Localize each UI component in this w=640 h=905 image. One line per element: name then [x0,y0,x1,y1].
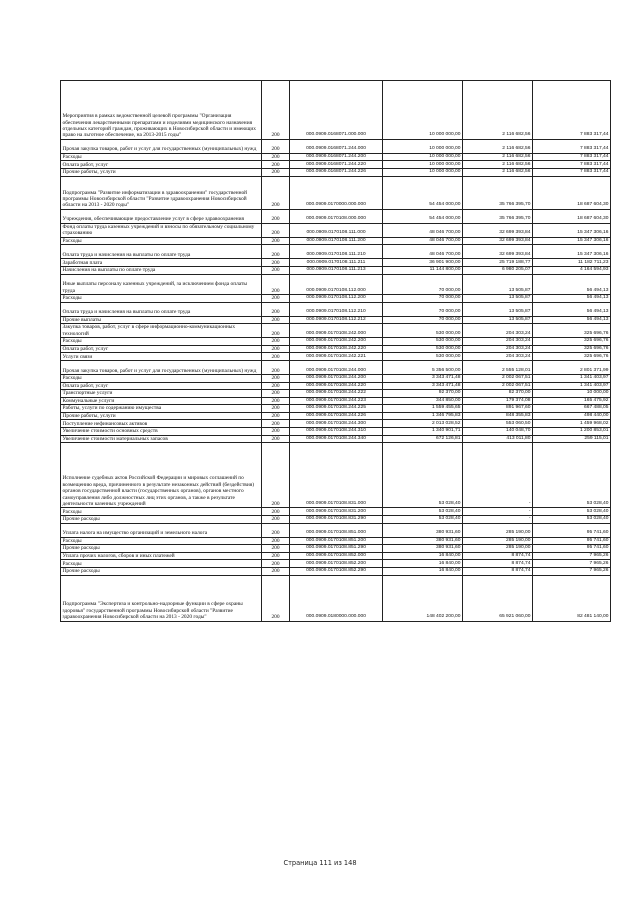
cell-grbs: 200 [262,237,290,245]
cell-grbs: 200 [262,374,290,382]
cell-name: Работы, услуги по содержанию имущества [61,405,262,413]
cell-fact: - [463,516,533,524]
cell-grbs: 200 [262,294,290,302]
cell-plan: 48 046 700,00 [383,245,463,259]
cell-name: Расходы [61,237,262,245]
cell-code: 000.0909.0170108.244.310 [290,428,383,436]
cell-rest: 56 494,13 [533,316,611,324]
cell-grbs: 200 [262,353,290,361]
cell-code: 000.0909.0170108.111.211 [290,259,383,267]
cell-plan: 672 126,81 [383,435,463,443]
cell-fact: 25 719 188,77 [463,259,533,267]
cell-grbs: 200 [262,552,290,560]
cell-plan: 1 340 901,71 [383,428,463,436]
cell-rest: 1 341 403,97 [533,374,611,382]
cell-plan: 92 370,00 [383,390,463,398]
cell-code: 000.0909.0170108.111.000 [290,223,383,237]
table-row [61,294,611,302]
cell-fact: 13 505,87 [463,316,533,324]
cell-plan: 380 931,60 [383,537,463,545]
cell-grbs: 200 [262,412,290,420]
table-row [61,552,611,560]
cell-name: Учреждения, обеспечивающие предоставление услуг в сфере здравоохранения [61,209,262,223]
cell-rest: 7 883 317,44 [533,168,611,176]
cell-grbs: 200 [262,435,290,443]
table-row [61,168,611,176]
table-row [61,302,611,316]
cell-code: 000.0909.0170108.112.200 [290,294,383,302]
table-row [61,405,611,413]
cell-plan: 10 000 000,00 [383,168,463,176]
table-row [61,81,611,140]
cell-fact: 32 699 393,84 [463,223,533,237]
cell-code: 000.0909.0170108.852.000 [290,552,383,560]
cell-plan: 10 000 000,00 [383,153,463,161]
cell-code: 000.0909.0168071.244.200 [290,153,383,161]
cell-fact: 891 967,60 [463,405,533,413]
cell-name: Услуги связи [61,353,262,361]
cell-fact: - [463,508,533,516]
cell-name: Прочая закупка товаров, работ и услуг для государственных (муниципальных) нужд [61,139,262,153]
cell-code: 000.0909.0170108.242.000 [290,324,383,338]
cell-plan: 54 454 000,00 [383,176,463,209]
cell-fact: 553 060,50 [463,420,533,428]
cell-fact: 32 699 393,84 [463,245,533,259]
cell-name: Прочие работы, услуги [61,168,262,176]
cell-code: 000.0909.0168071.244.226 [290,168,383,176]
table-row [61,435,611,443]
cell-name: Закупка товаров, работ, услуг в сфере информационно-коммуникационных технологий [61,324,262,338]
cell-fact: 35 766 395,70 [463,209,533,223]
cell-code: 000.0909.0170108.244.225 [290,405,383,413]
cell-code: 000.0909.0170108.112.212 [290,316,383,324]
table-row [61,345,611,353]
cell-rest: 15 347 306,16 [533,245,611,259]
cell-code: 000.0909.0170108.852.200 [290,560,383,568]
cell-grbs: 200 [262,390,290,398]
cell-fact: 2 116 682,56 [463,161,533,169]
cell-rest: 10 000,00 [533,390,611,398]
cell-name: Фонд оплаты труда казенных учреждений и взносы по обязательному социальному страхованию [61,223,262,237]
cell-grbs: 200 [262,209,290,223]
cell-grbs: 200 [262,360,290,374]
cell-name: Оплата труда и начисления на выплаты по оплате труда [61,302,262,316]
table-row [61,545,611,553]
cell-name: Расходы [61,338,262,346]
cell-plan: 3 343 471,48 [383,374,463,382]
cell-plan: 5 356 500,00 [383,360,463,374]
cell-rest: 7 965,26 [533,560,611,568]
cell-plan: 70 000,00 [383,302,463,316]
cell-fact: - [463,443,533,508]
cell-rest: 7 883 317,44 [533,161,611,169]
cell-grbs: 200 [262,161,290,169]
cell-rest: 95 741,60 [533,537,611,545]
table-row [61,223,611,237]
cell-code: 000.0909.0170108.851.200 [290,537,383,545]
cell-code: 000.0909.0170108.000.000 [290,209,383,223]
cell-name: Прочие работы, услуги [61,412,262,420]
table-row [61,237,611,245]
cell-fact: 285 190,00 [463,523,533,537]
cell-grbs: 200 [262,523,290,537]
table-row [61,390,611,398]
cell-fact: 2 555 128,01 [463,360,533,374]
cell-code: 000.0909.0170108.111.213 [290,266,383,274]
cell-code: 000.0909.0170108.244.340 [290,435,383,443]
table-row [61,560,611,568]
cell-code: 000.0909.0168071.244.000 [290,139,383,153]
cell-plan: 10 000 000,00 [383,139,463,153]
cell-code: 000.0909.0170108.111.210 [290,245,383,259]
cell-name: Расходы [61,537,262,545]
cell-name: Расходы [61,560,262,568]
table-row [61,316,611,324]
cell-rest: 15 347 306,16 [533,237,611,245]
cell-fact: 285 190,00 [463,545,533,553]
cell-plan: 70 000,00 [383,316,463,324]
table-row [61,245,611,259]
table-row [61,537,611,545]
cell-plan: 2 013 028,52 [383,420,463,428]
cell-rest: 56 494,13 [533,294,611,302]
budget-table [60,80,611,622]
cell-rest: 259 115,01 [533,435,611,443]
cell-fact: 8 874,74 [463,568,533,576]
cell-fact: 2 116 682,56 [463,139,533,153]
cell-rest: 95 741,60 [533,523,611,537]
cell-fact: 13 505,87 [463,274,533,294]
cell-grbs: 200 [262,545,290,553]
table-row [61,139,611,153]
table-row [61,508,611,516]
table-row [61,412,611,420]
cell-grbs: 200 [262,443,290,508]
cell-name: Транспортные услуги [61,390,262,398]
cell-grbs: 200 [262,405,290,413]
cell-name: Оплата работ, услуг [61,345,262,353]
cell-plan: 530 000,00 [383,324,463,338]
cell-grbs: 200 [262,560,290,568]
cell-fact: 2 002 067,51 [463,374,533,382]
table-row [61,176,611,209]
table-row [61,274,611,294]
table-row [61,575,611,621]
cell-grbs: 200 [262,338,290,346]
cell-fact: 6 980 205,07 [463,266,533,274]
cell-name: Подпрограмма "Экспертиза и контрольно-надзорные функции в сфере охраны здоровья" государственной программы Новосибирской области "Развитие здравоохранения Новосибирской области на 2013 - 2020 годы" [61,575,262,621]
cell-fact: 13 505,87 [463,294,533,302]
table-row [61,420,611,428]
cell-plan: 16 840,00 [383,568,463,576]
cell-plan: 16 840,00 [383,560,463,568]
cell-plan: 3 343 471,48 [383,382,463,390]
cell-rest: 498 440,00 [533,412,611,420]
cell-code: 000.0909.0170108.831.290 [290,516,383,524]
cell-plan: 1 559 455,65 [383,405,463,413]
table-row [61,428,611,436]
cell-code: 000.0909.0170108.831.200 [290,508,383,516]
cell-fact: 8 874,74 [463,552,533,560]
cell-fact: 2 116 682,56 [463,81,533,140]
cell-grbs: 200 [262,420,290,428]
cell-rest: 2 801 371,99 [533,360,611,374]
cell-fact: 2 116 682,56 [463,168,533,176]
cell-rest: 7 883 317,44 [533,139,611,153]
cell-code: 000.0909.0170108.244.222 [290,390,383,398]
cell-fact: 285 190,00 [463,537,533,545]
cell-plan: 54 454 000,00 [383,209,463,223]
cell-plan: 36 901 900,00 [383,259,463,267]
cell-rest: 7 883 317,44 [533,153,611,161]
page-footer: Страница 111 из 148 [283,859,357,867]
cell-fact: 2 002 067,51 [463,382,533,390]
cell-grbs: 200 [262,81,290,140]
cell-plan: 48 046 700,00 [383,223,463,237]
cell-grbs: 200 [262,428,290,436]
cell-rest: 7 883 317,44 [533,81,611,140]
table-row [61,324,611,338]
cell-rest: 18 687 604,30 [533,176,611,209]
cell-grbs: 200 [262,274,290,294]
cell-plan: 11 144 800,00 [383,266,463,274]
cell-name: Увеличение стоимости материальных запасов [61,435,262,443]
cell-name: Расходы [61,508,262,516]
cell-code: 000.0909.0170108.852.290 [290,568,383,576]
cell-code: 000.0909.0170108.244.223 [290,397,383,405]
cell-plan: 53 028,40 [383,508,463,516]
cell-rest: 53 028,40 [533,443,611,508]
cell-grbs: 200 [262,537,290,545]
cell-plan: 53 028,40 [383,443,463,508]
cell-plan: 16 840,00 [383,552,463,560]
cell-plan: 10 000 000,00 [383,81,463,140]
cell-fact: 140 048,70 [463,428,533,436]
cell-grbs: 200 [262,176,290,209]
cell-fact: 82 370,00 [463,390,533,398]
cell-plan: 70 000,00 [383,294,463,302]
cell-plan: 10 000 000,00 [383,161,463,169]
cell-code: 000.0909.0170108.244.200 [290,374,383,382]
cell-grbs: 200 [262,324,290,338]
cell-grbs: 200 [262,302,290,316]
cell-code: 000.0909.0170108.244.226 [290,412,383,420]
cell-name: Прочие расходы [61,568,262,576]
cell-code: 000.0909.0170108.244.000 [290,360,383,374]
cell-rest: 1 200 853,01 [533,428,611,436]
cell-code: 000.0909.0168071.244.220 [290,161,383,169]
cell-code: 000.0909.0170108.244.220 [290,382,383,390]
table-row [61,397,611,405]
cell-code: 000.0909.0170108.831.000 [290,443,383,508]
cell-plan: 70 000,00 [383,274,463,294]
cell-grbs: 200 [262,575,290,621]
cell-name: Прочие расходы [61,516,262,524]
cell-grbs: 200 [262,397,290,405]
cell-grbs: 200 [262,568,290,576]
cell-rest: 82 481 140,00 [533,575,611,621]
cell-rest: 56 494,13 [533,274,611,294]
table-row [61,259,611,267]
cell-name: Расходы [61,153,262,161]
table-row [61,353,611,361]
cell-grbs: 200 [262,316,290,324]
cell-rest: 56 494,13 [533,302,611,316]
cell-rest: 15 347 306,16 [533,223,611,237]
cell-rest: 95 741,60 [533,545,611,553]
cell-code: 000.0909.0170108.111.200 [290,237,383,245]
table-row [61,374,611,382]
cell-fact: 848 355,83 [463,412,533,420]
cell-code: 000.0909.0170108.242.200 [290,338,383,346]
cell-code: 000.0909.0170108.112.000 [290,274,383,294]
cell-code: 000.0909.0170108.244.300 [290,420,383,428]
cell-fact: 204 303,24 [463,345,533,353]
cell-fact: 8 874,74 [463,560,533,568]
cell-name: Иные выплаты персоналу казенных учреждений, за исключением фонда оплаты труда [61,274,262,294]
cell-name: Увеличение стоимости основных средств [61,428,262,436]
cell-code: 000.0909.0170108.112.210 [290,302,383,316]
cell-fact: 65 921 060,00 [463,575,533,621]
cell-code: 000.0909.0170000.000.000 [290,176,383,209]
cell-fact: 35 766 395,70 [463,176,533,209]
cell-grbs: 200 [262,345,290,353]
cell-grbs: 200 [262,223,290,237]
cell-plan: 344 850,00 [383,397,463,405]
cell-grbs: 200 [262,153,290,161]
cell-fact: 413 011,80 [463,435,533,443]
cell-rest: 7 965,26 [533,552,611,560]
table-body [61,81,611,622]
cell-name: Оплата труда и начисления на выплаты по оплате труда [61,245,262,259]
cell-name: Коммунальные услуги [61,397,262,405]
cell-rest: 165 475,92 [533,397,611,405]
cell-plan: 380 931,60 [383,523,463,537]
cell-rest: 1 341 403,97 [533,382,611,390]
cell-name: Оплата работ, услуг [61,161,262,169]
cell-plan: 530 000,00 [383,345,463,353]
cell-rest: 18 687 604,30 [533,209,611,223]
table-row [61,338,611,346]
cell-rest: 325 696,76 [533,338,611,346]
cell-rest: 7 965,26 [533,568,611,576]
cell-plan: 48 046 700,00 [383,237,463,245]
cell-fact: 2 116 682,56 [463,153,533,161]
table-row [61,516,611,524]
cell-rest: 667 488,05 [533,405,611,413]
cell-code: 000.0909.0170108.242.220 [290,345,383,353]
table-row [61,568,611,576]
cell-grbs: 200 [262,516,290,524]
cell-name: Прочие выплаты [61,316,262,324]
cell-grbs: 200 [262,266,290,274]
table-row [61,153,611,161]
cell-name: Поступление нефинансовых активов [61,420,262,428]
cell-plan: 53 028,40 [383,516,463,524]
cell-rest: 53 028,40 [533,508,611,516]
cell-grbs: 200 [262,259,290,267]
cell-rest: 11 182 711,23 [533,259,611,267]
cell-plan: 1 346 795,83 [383,412,463,420]
cell-code: 000.0909.0170108.851.000 [290,523,383,537]
cell-code: 000.0909.0170108.242.221 [290,353,383,361]
cell-name: Расходы [61,374,262,382]
cell-name: Оплата работ, услуг [61,382,262,390]
cell-name: Заработная плата [61,259,262,267]
cell-name: Расходы [61,294,262,302]
cell-fact: 204 303,24 [463,338,533,346]
cell-rest: 325 696,76 [533,353,611,361]
cell-rest: 1 459 968,02 [533,420,611,428]
cell-plan: 148 402 200,00 [383,575,463,621]
table-row [61,382,611,390]
cell-rest: 53 028,40 [533,516,611,524]
cell-fact: 204 303,24 [463,353,533,361]
table-row [61,209,611,223]
table-row [61,443,611,508]
cell-fact: 179 374,08 [463,397,533,405]
cell-grbs: 200 [262,139,290,153]
cell-name: Прочая закупка товаров, работ и услуг для государственных (муниципальных) нужд [61,360,262,374]
cell-name: Мероприятия в рамках ведомственной целевой программы "Организация обеспечения лекарственными препаратами и изделиями медицинского назначения отдельных категорий граждан, проживающих в Новосибирской области и имеющих право на льготное обеспечение, на 2013-2015 годы" [61,81,262,140]
cell-name: Подпрограмма "Развитие информатизации в здравоохранении" государственной программы Новосибирской области "Развитие здравоохранения Новосибирской области на 2013 - 2020 годы" [61,176,262,209]
cell-grbs: 200 [262,382,290,390]
cell-grbs: 200 [262,245,290,259]
cell-rest: 325 696,76 [533,345,611,353]
cell-fact: 32 699 393,84 [463,237,533,245]
cell-grbs: 200 [262,168,290,176]
cell-grbs: 200 [262,508,290,516]
table-row [61,161,611,169]
cell-fact: 204 303,24 [463,324,533,338]
cell-plan: 530 000,00 [383,338,463,346]
cell-rest: 4 164 594,93 [533,266,611,274]
cell-code: 000.0909.0170108.851.290 [290,545,383,553]
table-row [61,266,611,274]
cell-code: 000.0909.0168071.000.000 [290,81,383,140]
cell-name: Исполнение судебных актов Российской Федерации и мировых соглашений по возмещению вреда, причиненного в результате незаконных действий (бездействия) органов государственной власти (государственных органов), органов местного самоуправления либо должностных лиц этих органов, а также в результате деятельности казенных учреждений [61,443,262,508]
cell-name: Начисления на выплаты по оплате труда [61,266,262,274]
table-row [61,523,611,537]
cell-rest: 325 696,76 [533,324,611,338]
cell-code: 000.0909.0180000.000.000 [290,575,383,621]
table-row [61,360,611,374]
cell-name: Прочие расходы [61,545,262,553]
cell-plan: 530 000,00 [383,353,463,361]
cell-plan: 380 931,60 [383,545,463,553]
cell-name: Уплата прочих налогов, сборов и иных платежей [61,552,262,560]
cell-name: Уплата налога на имущество организаций и земельного налога [61,523,262,537]
cell-fact: 13 505,87 [463,302,533,316]
